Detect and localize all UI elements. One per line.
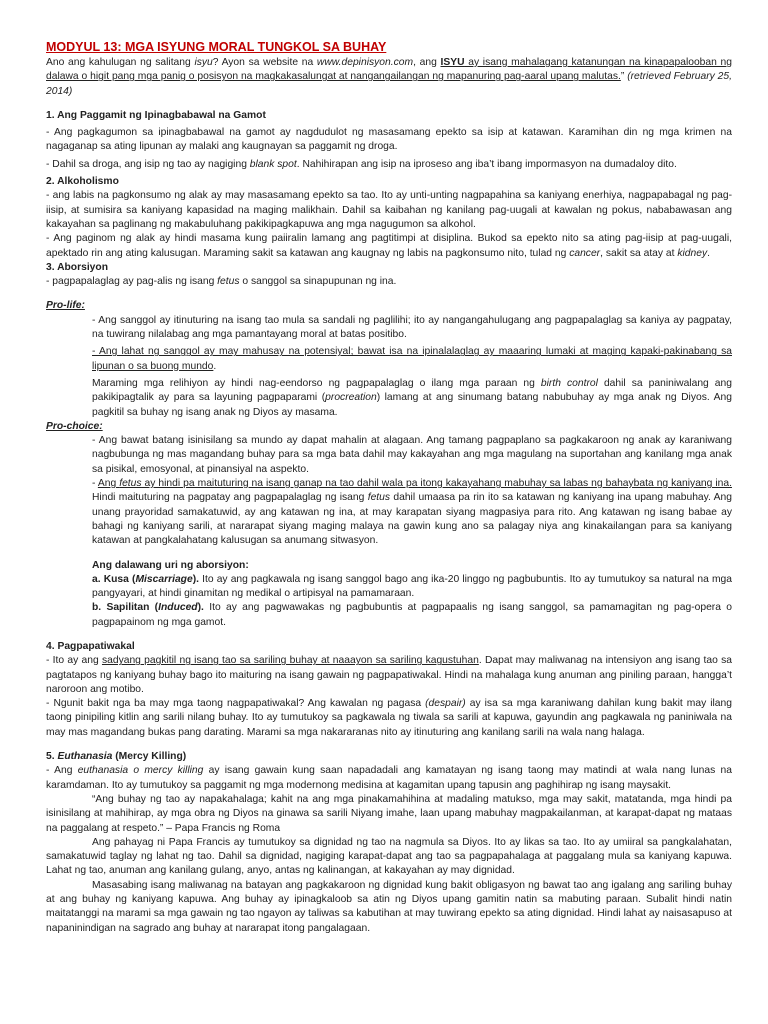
pro-choice-block <box>46 434 732 630</box>
pro-choice-label: Pro-choice: <box>46 420 103 432</box>
text: kidney <box>677 247 708 259</box>
paragraph <box>92 345 732 374</box>
text: - Ang <box>46 765 78 777</box>
text: 5. <box>46 751 58 763</box>
text: - Dahil sa droga, ang isip ng tao ay nagiging <box>46 158 250 170</box>
text: . Nahihirapan ang isip na iproseso ang iba’t ibang impormasyon na dumadaloy dito. <box>296 158 677 170</box>
text: (Mercy Killing) <box>112 751 187 763</box>
text: dahil umaasa pa rin ito sa katawan ng kaniyang ina upang mabuhay. Ang unang prayoridad samakatuwid, ay ang katawan ng ina, at may karapatan siyang magpasiya para rito. Ang katawan ng isang babae ay bahagi ng kaniyang sarili, at nararapat siyang maging malaya na gawin kung ano sa palagay niya ang kinakailangan para sa kaniyang katawan at pangkalahatang kalusugan sa anumang sitwasyon. <box>92 492 732 547</box>
text: - <box>92 478 98 490</box>
paragraph <box>92 477 732 548</box>
text: euthanasia o mercy killing <box>77 765 204 777</box>
text: . Dapat may maliwanag na intensiyon ang isang tao sa pagtatapos ng kaniyang buhay bago ito maituring na isang gawain ng pagpapatiwakal. Hindi na mahalaga kung anuman ang piniling paraan, hangga’t naroroon ang motibo. <box>46 655 732 695</box>
paragraph <box>46 764 732 793</box>
paragraph: Ang pahayag ni Papa Francis ay tumutukoy sa dignidad ng tao na nagmula sa Diyos. Ito ay likas sa tao. Ito ay umiiral sa pangkalahatan, samakatuwid taglay ng lahat ng tao. Dahil sa dignidad, nagiging karapat-dapat ang tao sa pagpapahalaga at paggalang mula sa kaniyang kapuwa. Lahat ng tao, anuman ang kanilang gulang, anyo, antas ng kalinangan, at kakayahan ay may dignidad. <box>46 836 732 877</box>
section-heading-abortion: 3. Aborsiyon <box>46 261 108 273</box>
text: Euthanasia <box>57 751 113 763</box>
text: , ang <box>413 57 441 68</box>
text: cancer <box>569 247 601 259</box>
text: (retrieved February 25, 2014) <box>46 71 732 97</box>
paragraph: - Ang sanggol ay itinuturing na isang tao mula sa sandali ng paglilihi; ito ay nangangahulugang ang pagpapalaglag sa kaniya ay pagpatay, na tuwirang nilalabag ang mga pamantayang moral at batas positibo. <box>92 314 732 341</box>
section-heading-euthanasia <box>46 750 732 764</box>
text: procreation <box>325 392 377 404</box>
paragraph: Masasabing isang maliwanag na batayan ang pagkakaroon ng dignidad kung bakit obligasyon ng bawat tao ang igalang ang sariling buhay at ang buhay ng kaniyang kapuwa. Ang buhay ay ipinagkaloob sa atin ng Diyos upang gamitin natin sa mabuting paraan. Subalit hindi natin maitatanggi na marami sa mga gawain ng tao ngayon ay taliwas sa kabutihan at may tuwirang epekto sa ating dignidad. Hindi lahat ay naisasapuso at napaninindigan na sagrado ang buhay at nararapat itong pangalagaan. <box>46 879 732 934</box>
abortion-type-a <box>92 573 732 602</box>
text: ? Ayon sa website na <box>212 57 317 68</box>
paragraph <box>46 275 732 289</box>
section-heading-suicide: 4. Pagpapatiwakal <box>46 640 135 652</box>
text: Induced <box>158 602 198 614</box>
text: ) lamang at ang sinumang batang nabubuhay ay mga anak ng Diyos. Ang pagkitil sa buhay ng isang anak ng Diyos ay masama. <box>92 392 733 418</box>
text: , sakit sa atay at <box>600 247 678 259</box>
text: sadyang pagkitil ng isang tao sa sariling buhay at naaayon sa sariling kagustuhan <box>101 655 479 667</box>
text: Ito ay ang pagwawakas ng pagbubuntis at pagpapaalis ng isang sanggol, sa pamamagitan ng pag-opera o pagpapainom ng mga gamot. <box>92 602 732 628</box>
paragraph: - ang labis na pagkonsumo ng alak ay may masasamang epekto sa tao. Ito ay unti-unting nagpapahina sa kaniyang enerhiya, nagpapabagal ng pag-iisip, at sumisira sa kaniyang kapasidad na maging malikhain. Dahil sa kaibahan ng kanilang pag-uugali at kawalan ng pokus, nababawasan ang kakayahan sa paglinang ng makabuluhang pakikipagkapuwa ang mga nagugumon sa alkohol. <box>46 190 732 230</box>
text: o sanggol sa sinapupunan ng ina. <box>239 276 397 288</box>
text: ay hindi pa maituturing na isang ganap na tao dahil wala pa itong kakayahang mabuhay sa labas ng bahaybata ng kaniyang ina. <box>141 478 732 490</box>
text: (despair) <box>425 698 466 710</box>
pope-quote: “Ang buhay ng tao ay napakahalaga; kahit na ang mga pinakamahihina at madaling matukso, mga may sakit, matatanda, mga hindi pa isinisilang at mahihirap, ay mga obra ng Diyos na ginawa sa sarili Niyang imahe, laan upang mabuhay magpakailanman, at karapat-dapat ng mataas na paggalang at respeto.” – Papa Francis ng Roma <box>46 793 732 834</box>
paragraph: - Ang bawat batang isinisilang sa mundo ay dapat mahalin at alagaan. Ang tamang pagpaplano sa pagkakaroon ng anak ay karaniwang nagbubunga ng mas magandang buhay para sa mga bata dahil may kakayahan ang mga magulang na suportahan ang kanilang mga anak sa pisikal, emosyonal, at pinansiyal na aspekto. <box>92 435 732 475</box>
text: - Ito ay ang <box>46 655 102 667</box>
text: birth control <box>540 377 598 389</box>
paragraph <box>46 232 732 261</box>
text: - Ang paginom ng alak ay hindi masama kung paiiralin lamang ang pagtitimpi at disiplina. Bukod sa epekto nito sa ating pag-iisip at pag-uugali, apektado rin ang ating kalusugan. Maraming sakit sa katawan ang kaugnay ng labis na pagkonsumo nito, tulad ng <box>46 233 732 259</box>
text: . <box>707 247 711 259</box>
paragraph <box>46 697 732 740</box>
abortion-types-heading: Ang dalawang uri ng aborsiyon: <box>92 559 249 571</box>
text: fetus <box>217 276 240 288</box>
text: Miscarriage <box>135 573 193 585</box>
text: blank spot <box>249 158 297 170</box>
pro-life-label: Pro-life: <box>46 300 85 312</box>
text: ). <box>192 573 199 585</box>
text: Ang <box>97 478 120 490</box>
paragraph <box>46 158 732 172</box>
paragraph: - Ang pagkagumon sa ipinagbabawal na gamot ay nagdudulot ng masasamang epekto sa isip at katawan. Karamihan din ng mga krimen na nagaganap sa ating lipunan ay malaki ang kaugnayan sa paggamit ng droga. <box>46 127 732 153</box>
text: Ito ay ang pagkawala ng isang sanggol bago ang ika-20 linggo ng pagbubuntis. Ito ay tumutukoy sa natural na mga pangyayari, at hindi ginamitan ng medikal o artipisyal na pamamaraan. <box>92 573 733 600</box>
text: ). <box>197 602 204 614</box>
text: ISYU <box>440 57 465 68</box>
text: Maraming mga relihiyon ay hindi nag-eendorso ng pagpapalaglag o ilang mga paraan ng <box>92 377 541 389</box>
text: fetus <box>119 478 142 490</box>
text: Hindi maituturing na pagpatay ang pagpapalaglag ng isang <box>92 492 368 504</box>
text: . <box>213 360 217 372</box>
section-heading-drugs: 1. Ang Paggamit ng Ipinagbabawal na Gamot <box>46 109 266 121</box>
text: ay isa sa mga karaniwang dahilan kung bakit may ilang taong pinipiling kitlin ang sarili nilang buhay. Ito ay tumutukoy sa pagkawala ng tiwala sa sarili at kapuwa, gayundin ang pagkawala ng paniniwala na may mas magandang bukas pang darating. Marami sa mga nakararanas nito ay itinuturing ang kanilang sarili na wala nang halaga. <box>46 698 732 738</box>
text: - Ngunit bakit nga ba may mga taong nagpapatiwakal? Ang kawalan ng pagasa <box>46 698 426 710</box>
text: dahil sa paniniwalang ang pakikipagtalik ay para sa layuning pagpaparami ( <box>92 377 732 404</box>
intro-paragraph <box>46 56 732 99</box>
paragraph <box>46 654 732 697</box>
text: b. Sapilitan ( <box>92 602 159 614</box>
text: fetus <box>367 492 391 504</box>
pro-life-block <box>46 314 732 420</box>
text: a. Kusa ( <box>92 573 136 585</box>
text: Ano ang kahulugan ng salitang <box>46 57 195 68</box>
text: - Ang lahat ng sanggol ay may mahusay na potensiyal; bawat isa na ipinalalaglag ay maaaring lumaki at maging kapaki-pakinabang sa lipunan o sa buong mundo <box>92 346 732 372</box>
text: ay isang mahalagang katanungan na kinapapalooban ng dalawa o higit pang mga panig o posisyon na magkakasalungat at nangangailangan ng mapanuring pag-aaral upang malutas. <box>46 57 733 83</box>
text: isyu <box>194 57 213 68</box>
module-title: MODYUL 13: MGA ISYUNG MORAL TUNGKOL SA BUHAY <box>46 40 387 54</box>
text: - pagpapalaglag ay pag-alis ng isang <box>46 276 218 288</box>
section-heading-alcoholism: 2. Alkoholismo <box>46 176 119 188</box>
text: ay isang gawain kung saan napadadali ang kamatayan ng isang taong may matindi at wala nang lunas na karamdaman. Ito ay tumutukoy sa paggamit ng mga modernong medisina at kagamitan upang tapusin ang paghihirap ng isang maysakit. <box>46 765 732 791</box>
text: www.depinisyon.com <box>316 57 414 68</box>
paragraph <box>92 377 732 420</box>
abortion-type-b <box>92 601 732 630</box>
text: ” <box>620 71 628 83</box>
